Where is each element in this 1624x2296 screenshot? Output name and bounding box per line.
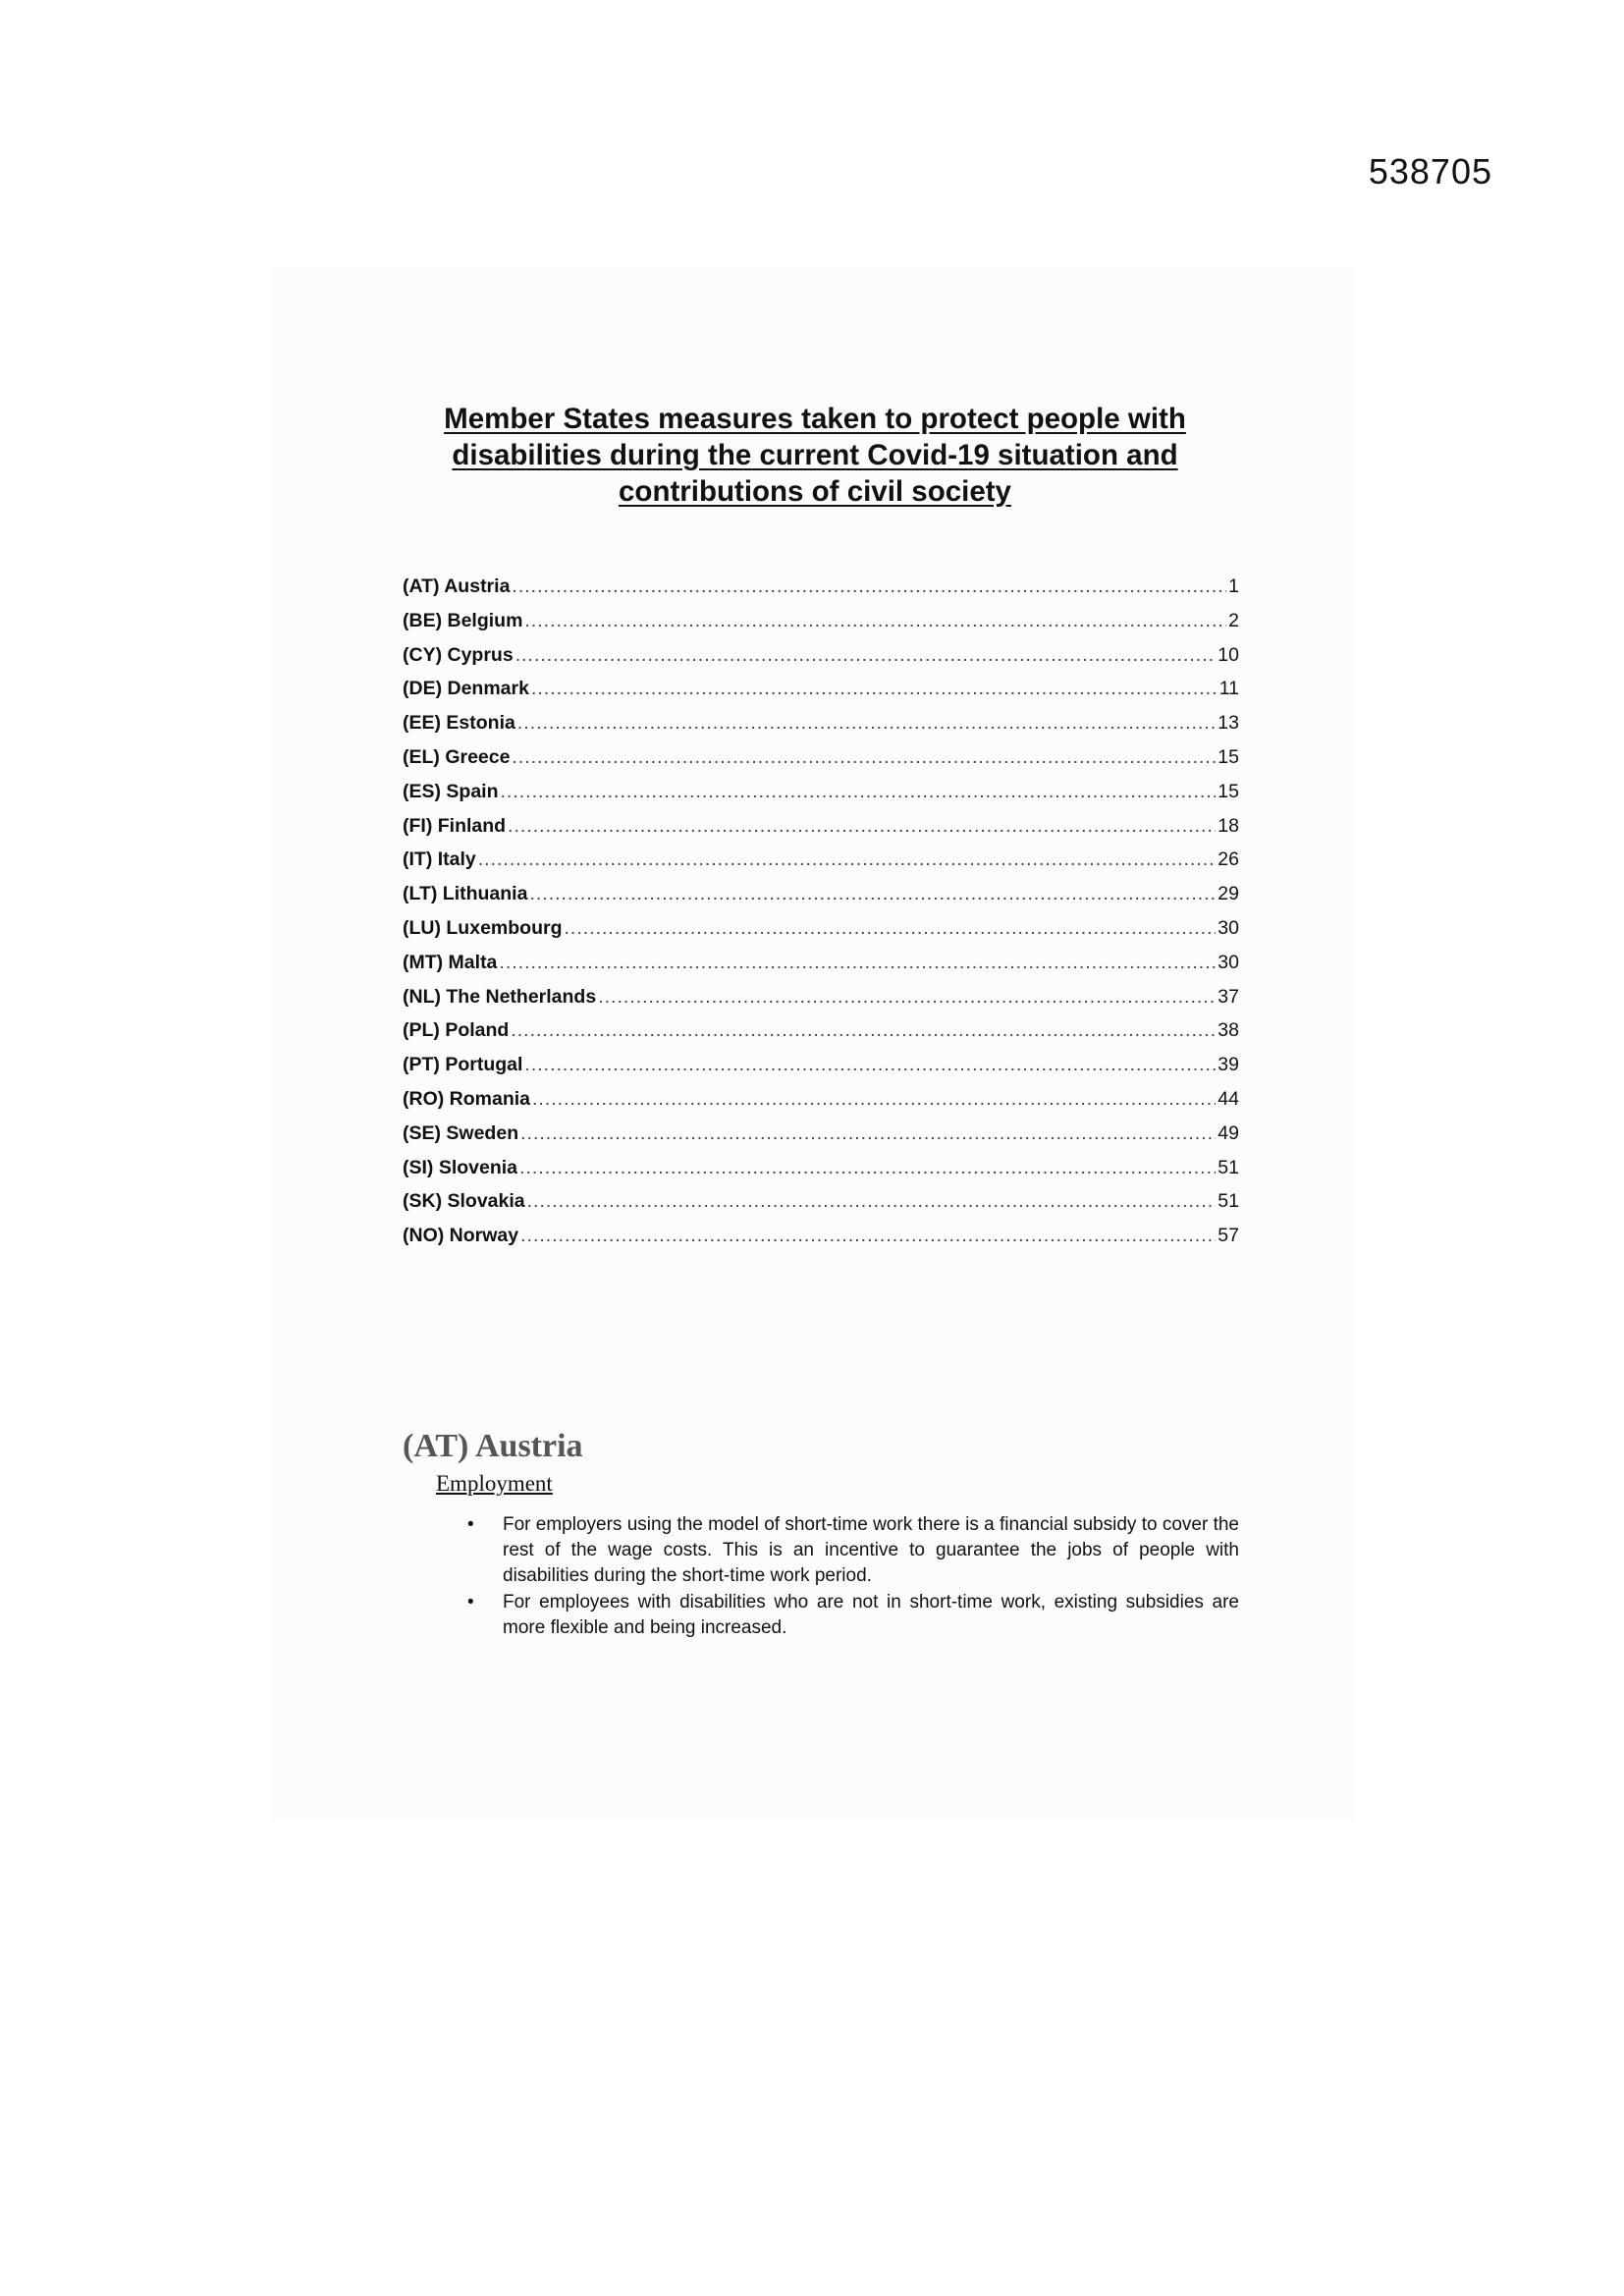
title-line-1: Member States measures taken to protect people with	[444, 403, 1186, 435]
toc-entry-page: 18	[1218, 814, 1239, 837]
toc-entry-page: 49	[1218, 1121, 1239, 1144]
toc-entry-label: (PL) Poland	[403, 1019, 510, 1042]
toc-entry-page: 10	[1218, 643, 1239, 666]
toc-entry-label: (SK) Slovakia	[403, 1190, 525, 1213]
toc-leader-dots	[564, 917, 1216, 940]
toc-entry-page: 15	[1218, 780, 1239, 802]
toc-entry[interactable]	[403, 1122, 1239, 1157]
toc-entry-label: (DE) Denmark	[403, 678, 529, 700]
toc-entry-page: 39	[1218, 1054, 1239, 1076]
toc-entry[interactable]	[403, 575, 1239, 610]
toc-entry-label: (BE) Belgium	[403, 609, 523, 631]
toc-entry-page: 2	[1228, 609, 1239, 631]
bullet-text: For employees with disabilities who are not in short-time work, existing subsidies are more flexible and being increased.	[503, 1592, 1239, 1638]
toc-entry-label: (EL) Greece	[403, 745, 511, 768]
toc-entry-label: (NL) The Netherlands	[403, 985, 597, 1008]
toc-leader-dots	[524, 1054, 1216, 1076]
toc-leader-dots	[508, 815, 1216, 838]
toc-entry-page: 30	[1218, 916, 1239, 939]
toc-entry-label: (AT) Austria	[403, 575, 511, 597]
toc-leader-dots	[529, 883, 1216, 905]
document-number: 538705	[1368, 151, 1492, 191]
toc-leader-dots	[501, 781, 1217, 803]
toc-leader-dots	[520, 1225, 1216, 1247]
toc-leader-dots	[532, 1088, 1216, 1111]
toc-leader-dots	[511, 1019, 1216, 1042]
toc-entry-page: 37	[1218, 985, 1239, 1008]
toc-entry[interactable]	[403, 952, 1239, 986]
bullet-marker: •	[467, 1514, 474, 1535]
toc-entry-page: 1	[1228, 575, 1239, 597]
toc-leader-dots	[512, 575, 1226, 598]
toc-entry[interactable]	[403, 678, 1239, 712]
title-line-2: disabilities during the current Covid-19 situation and	[452, 439, 1178, 471]
toc-entry-page: 51	[1218, 1190, 1239, 1213]
toc-entry-label: (EE) Estonia	[403, 712, 515, 735]
toc-entry-page: 13	[1218, 712, 1239, 735]
bullet-text: For employers using the model of short-time work there is a financial subsidy to cover the rest of the wage costs. This is an incentive to guarantee the jobs of people with disabilities during the short-time work period.	[503, 1514, 1239, 1586]
toc-entry[interactable]	[403, 746, 1239, 781]
toc-leader-dots	[512, 746, 1216, 769]
toc-entry[interactable]	[403, 917, 1239, 952]
toc-entry[interactable]	[403, 1054, 1239, 1088]
toc-entry-label: (NO) Norway	[403, 1225, 519, 1247]
toc-entry-label: (LT) Lithuania	[403, 883, 528, 905]
toc-entry-page: 26	[1218, 848, 1239, 871]
document-title	[393, 401, 1237, 510]
toc-leader-dots	[527, 1190, 1217, 1213]
table-of-contents	[403, 575, 1239, 1259]
toc-entry[interactable]	[403, 1225, 1239, 1259]
toc-entry-page: 44	[1218, 1087, 1239, 1110]
toc-entry-page: 57	[1218, 1225, 1239, 1247]
toc-entry-label: (SI) Slovenia	[403, 1156, 518, 1178]
toc-entry-label: (FI) Finland	[403, 814, 507, 837]
toc-entry[interactable]	[403, 781, 1239, 815]
subsection-heading: Employment	[436, 1471, 553, 1496]
toc-entry[interactable]	[403, 815, 1239, 849]
bullet-item	[465, 1590, 1239, 1641]
toc-leader-dots	[598, 986, 1216, 1009]
bullet-marker: •	[467, 1592, 474, 1613]
toc-entry-label: (RO) Romania	[403, 1087, 531, 1110]
toc-entry-page: 29	[1218, 883, 1239, 905]
toc-entry-page: 30	[1218, 951, 1239, 973]
bullet-list	[465, 1512, 1239, 1642]
toc-entry-label: (ES) Spain	[403, 780, 499, 802]
toc-entry[interactable]	[403, 712, 1239, 746]
section-heading: (AT) Austria	[403, 1428, 583, 1464]
toc-leader-dots	[520, 1122, 1216, 1145]
toc-entry-label: (PT) Portugal	[403, 1054, 523, 1076]
toc-entry-label: (CY) Cyprus	[403, 643, 514, 666]
toc-leader-dots	[515, 644, 1217, 667]
bullet-item	[465, 1512, 1239, 1589]
toc-entry-page: 51	[1218, 1156, 1239, 1178]
toc-entry-label: (IT) Italy	[403, 848, 476, 871]
toc-entry[interactable]	[403, 644, 1239, 679]
toc-leader-dots	[499, 952, 1216, 974]
toc-entry-label: (LU) Luxembourg	[403, 916, 563, 939]
toc-entry[interactable]	[403, 1157, 1239, 1191]
toc-entry[interactable]	[403, 610, 1239, 644]
toc-entry[interactable]	[403, 848, 1239, 883]
toc-leader-dots	[531, 678, 1218, 700]
toc-entry[interactable]	[403, 883, 1239, 917]
toc-entry-page: 38	[1218, 1019, 1239, 1042]
toc-entry-page: 15	[1218, 745, 1239, 768]
toc-entry-label: (SE) Sweden	[403, 1121, 519, 1144]
toc-entry[interactable]	[403, 1019, 1239, 1054]
toc-leader-dots	[478, 848, 1217, 871]
toc-entry[interactable]	[403, 1088, 1239, 1122]
toc-entry-label: (MT) Malta	[403, 951, 498, 973]
toc-leader-dots	[519, 1157, 1216, 1179]
toc-entry[interactable]	[403, 986, 1239, 1020]
toc-leader-dots	[524, 610, 1226, 632]
toc-leader-dots	[517, 712, 1216, 735]
toc-entry-page: 11	[1218, 678, 1239, 700]
title-line-3: contributions of civil society	[619, 475, 1011, 508]
toc-entry[interactable]	[403, 1190, 1239, 1225]
